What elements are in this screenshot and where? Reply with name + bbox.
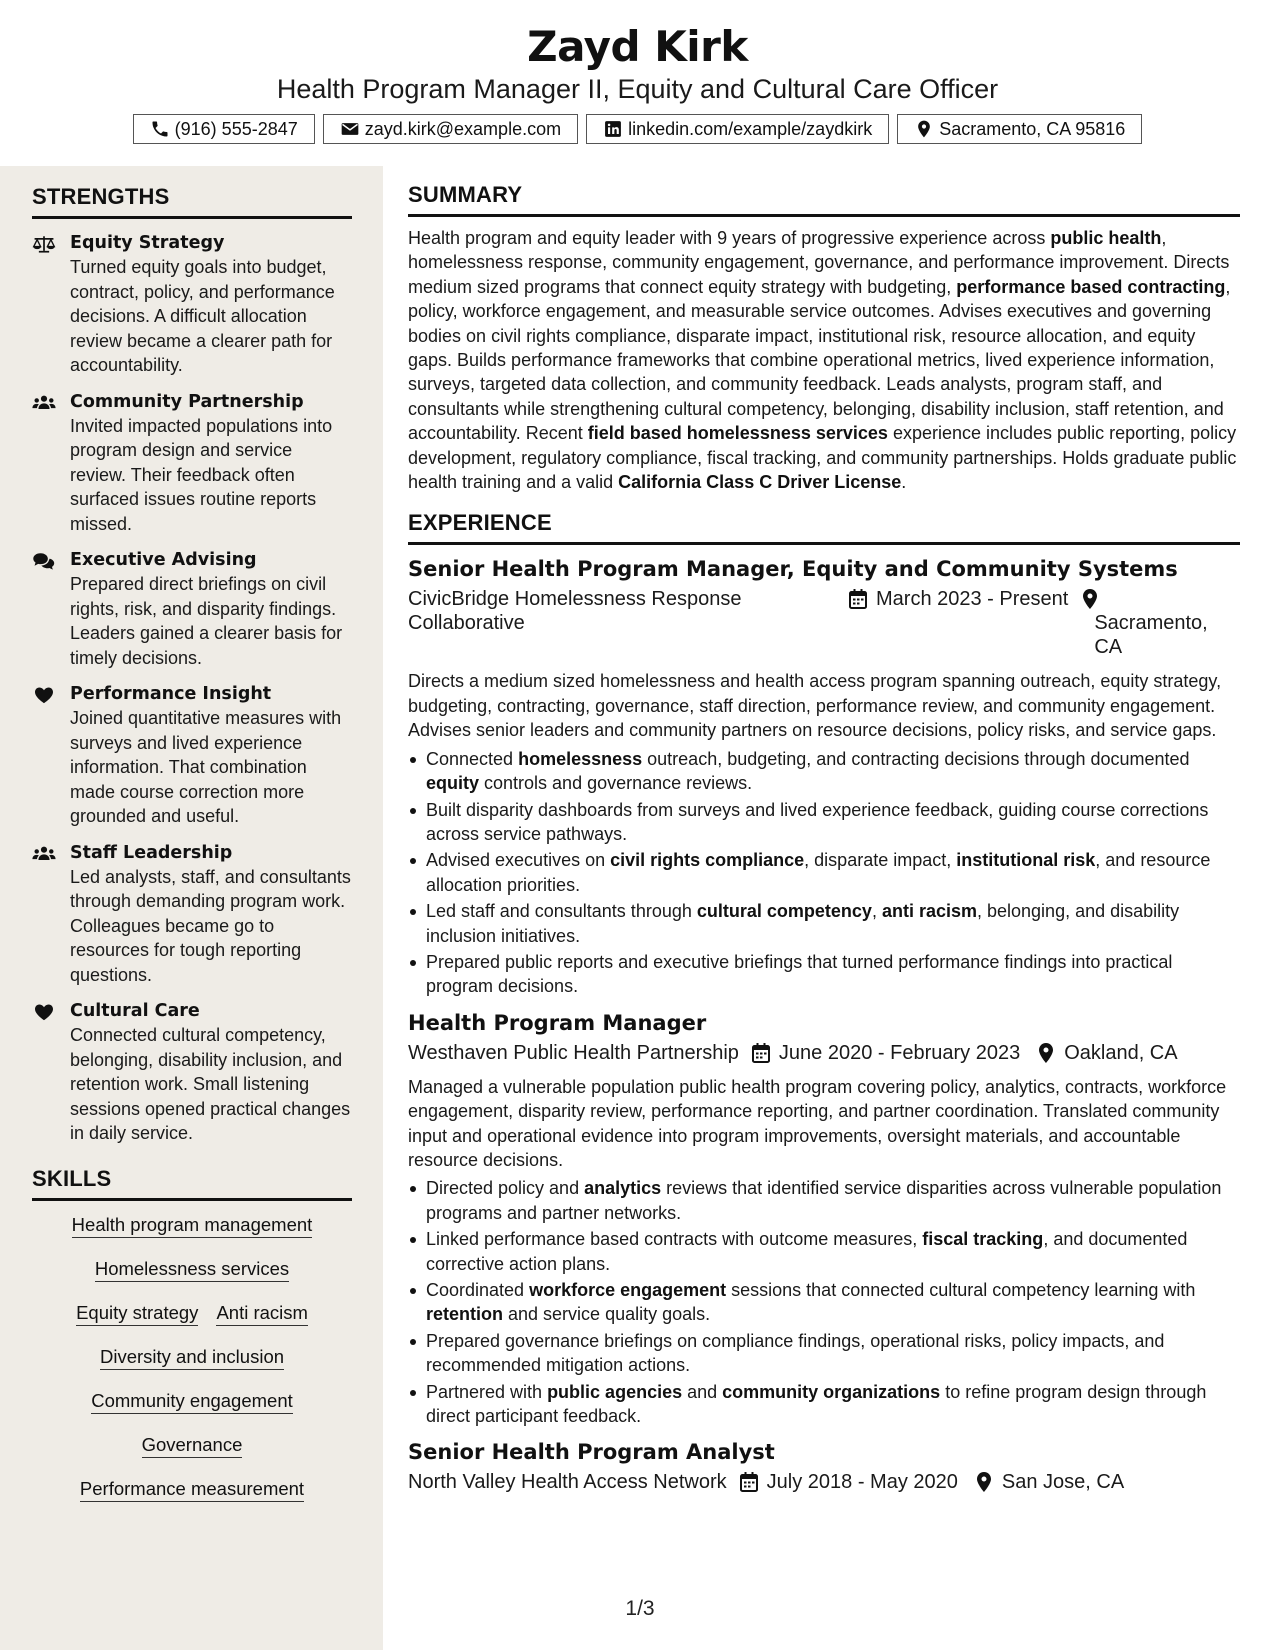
- job-company: Westhaven Public Health Partnership: [408, 1041, 739, 1064]
- strength-desc: Joined quantitative measures with surveys and lived experience information. That combination made course correction more grounded and useful.: [70, 708, 342, 826]
- skill-tag: Anti racism: [216, 1301, 308, 1326]
- strength-item: [32, 231, 352, 378]
- text-run: .: [901, 472, 907, 493]
- strength-title: Cultural Care: [70, 1001, 200, 1021]
- bullet-item: [408, 1278, 1240, 1327]
- text-run: , and documented corrective action plans.: [426, 1229, 1188, 1274]
- email-icon: [340, 119, 360, 139]
- job-entry: [408, 555, 1240, 998]
- text-run: Partnered with: [426, 1381, 548, 1402]
- text-run: sessions that connected cultural competency learning with: [726, 1280, 1196, 1300]
- job-description: Managed a vulnerable population public health program covering policy, analytics, contracts, workforce engagement, disparity review, performance reporting, and partner coordination. Translated community input and operational evidence into program improvements, oversight materials, and accountable resource decisions.: [408, 1076, 1227, 1170]
- text-run: controls and governance reviews.: [479, 773, 753, 794]
- strength-item: [32, 548, 352, 670]
- candidate-title: Health Program Manager II, Equity and Cultural Care Officer: [276, 74, 999, 104]
- contact-location-text: Sacramento, CA 95816: [939, 118, 1126, 139]
- contact-linkedin-text: linkedin.com/example/zaydkirk: [628, 118, 873, 139]
- job-dates-text: July 2018 - May 2020: [766, 1471, 958, 1494]
- sidebar-content: [32, 184, 352, 1502]
- job-dates-text: June 2020 - February 2023: [778, 1041, 1021, 1064]
- text-run: Advised executives on: [426, 850, 611, 871]
- text-run: Coordinated: [426, 1280, 530, 1300]
- job-entry: [408, 1009, 1240, 1429]
- strength-desc: Invited impacted populations into program design and service review. Their feedback often surfaced issues routine reports missed.: [70, 415, 333, 534]
- job-role: Health Program Manager: [408, 1010, 707, 1035]
- skills-list: [32, 1213, 352, 1502]
- scale-icon: [32, 234, 56, 254]
- contact-linkedin[interactable]: [586, 114, 889, 144]
- job-meta: [408, 587, 1240, 659]
- sidebar: [0, 166, 383, 1650]
- skill-tag: Homelessness services: [95, 1257, 289, 1282]
- contact-location[interactable]: [897, 114, 1142, 144]
- skill-tag: Health program management: [72, 1213, 313, 1238]
- bold-keyword: homelessness: [518, 748, 643, 769]
- bold-keyword: anti racism: [881, 901, 977, 922]
- bullet-item: [408, 1329, 1240, 1378]
- text-run: , homelessness response, community engagement, governance, and performance improvement. Directs medium sized programs that connect equity strategy with budgeting,: [408, 228, 1230, 297]
- strength-item: [32, 390, 352, 537]
- strength-title: Equity Strategy: [70, 233, 225, 253]
- phone-icon: [150, 119, 170, 139]
- strengths-heading: STRENGTHS: [32, 184, 352, 219]
- text-run: ,: [871, 901, 882, 922]
- strength-title: Executive Advising: [70, 550, 257, 570]
- bullet-item: [408, 798, 1240, 847]
- bold-keyword: public health: [1050, 228, 1162, 248]
- job-location: [1080, 587, 1208, 659]
- bullet-item: [408, 1227, 1240, 1276]
- chat-icon: [32, 551, 56, 571]
- strength-title: Staff Leadership: [70, 842, 233, 863]
- strength-title: Community Partnership: [70, 391, 304, 412]
- bold-keyword: equity: [426, 773, 480, 794]
- contact-email[interactable]: [323, 114, 578, 144]
- location-icon: [974, 1471, 994, 1493]
- job-location-text: Sacramento, CA: [1094, 612, 1208, 659]
- contact-bar: [0, 114, 1275, 144]
- bullet-item: [408, 848, 1240, 897]
- bullet-item: [408, 1176, 1240, 1225]
- bold-keyword: cultural competency: [696, 901, 872, 922]
- text-run: to refine program design through direct participant feedback.: [426, 1381, 1207, 1427]
- strength-desc: Connected cultural competency, belonging, disability inclusion, and retention work. Small listening sessions opened practical changes in daily service.: [70, 1025, 351, 1143]
- text-run: Led staff and consultants through: [426, 901, 697, 922]
- main-column: [408, 182, 1240, 1494]
- strength-desc: Led analysts, staff, and consultants through demanding program work. Colleagues became go to resources for tough reporting questions.: [70, 866, 351, 985]
- text-run: , disparate impact,: [804, 850, 957, 871]
- job-meta: [408, 1041, 1240, 1065]
- summary-text: [408, 226, 1240, 494]
- job-role: Senior Health Program Analyst: [408, 1440, 775, 1465]
- skill-tag: Community engagement: [91, 1389, 293, 1414]
- job-dates: [751, 1041, 1020, 1065]
- bold-keyword: California Class C Driver License: [618, 472, 902, 493]
- text-run: outreach, budgeting, and contracting decisions through documented: [642, 748, 1190, 769]
- job-dates: [739, 1470, 958, 1494]
- calendar-icon: [848, 588, 868, 610]
- text-run: , and resource allocation priorities.: [426, 850, 1211, 895]
- experience-heading: EXPERIENCE: [408, 510, 1240, 545]
- job-location: [974, 1470, 1124, 1494]
- bold-keyword: performance based contracting: [956, 276, 1226, 297]
- bullet-item: [408, 950, 1240, 999]
- job-location-text: Oakland, CA: [1064, 1041, 1178, 1064]
- text-run: Built disparity dashboards from surveys and lived experience feedback, guiding course corrections across service pathways.: [426, 799, 1209, 844]
- job-dates: [848, 587, 1068, 611]
- text-run: Directed policy and: [426, 1178, 585, 1199]
- bold-keyword: fiscal tracking: [922, 1229, 1044, 1250]
- contact-email-text: zayd.kirk@example.com: [364, 118, 562, 139]
- calendar-icon: [739, 1471, 759, 1493]
- text-run: , belonging, and disability inclusion initiatives.: [426, 901, 1180, 946]
- bullet-item: [408, 747, 1240, 796]
- job-bullets: [408, 1176, 1240, 1428]
- bullet-item: [408, 1380, 1240, 1429]
- text-run: Linked performance based contracts with outcome measures,: [426, 1229, 923, 1250]
- bold-keyword: retention: [426, 1304, 504, 1325]
- bold-keyword: field based homelessness services: [587, 423, 888, 444]
- strength-desc: Prepared direct briefings on civil rights, risk, and disparity findings. Leaders gained a clearer basis for timely decisions.: [70, 574, 343, 668]
- text-run: and: [682, 1381, 723, 1402]
- location-icon: [914, 119, 934, 139]
- text-run: Prepared public reports and executive briefings that turned performance findings into practical program decisions.: [426, 951, 1173, 997]
- bold-keyword: institutional risk: [956, 850, 1096, 871]
- bullet-item: [408, 899, 1240, 948]
- page-number: 1/3: [625, 1597, 655, 1620]
- bold-keyword: civil rights compliance: [610, 850, 805, 871]
- people-icon: [32, 393, 56, 413]
- bold-keyword: analytics: [584, 1178, 662, 1199]
- bold-keyword: workforce engagement: [529, 1280, 727, 1300]
- skill-tag: Governance: [142, 1433, 243, 1458]
- calendar-icon: [751, 1042, 771, 1064]
- job-location: [1036, 1041, 1177, 1065]
- job-location-text: San Jose, CA: [1001, 1471, 1125, 1494]
- text-run: and service quality goals.: [503, 1304, 711, 1325]
- contact-phone[interactable]: [133, 114, 315, 144]
- text-run: , policy, workforce engagement, and measurable service outcomes. Advises executives and governing bodies on civil rights compliance, disparate impact, institutional risk, resource allocation, and equity gaps. Builds performance frameworks that combine operational metrics, lived experience information, surveys, targeted data collection, and community feedback. Leads analysts, program staff, and consultants while strengthening cultural competency, belonging, disability inclusion, staff retention, and accountability. Recent: [408, 276, 1231, 444]
- contact-phone-text: (916) 555-2847: [174, 118, 298, 139]
- skills-heading: SKILLS: [32, 1166, 352, 1201]
- people-icon: [32, 844, 56, 864]
- location-icon: [1080, 588, 1100, 610]
- strength-item: [32, 999, 352, 1146]
- job-role: Senior Health Program Manager, Equity and Community Systems: [408, 557, 1178, 582]
- strength-desc: Turned equity goals into budget, contract, policy, and performance decisions. A difficult allocation review became a clearer path for accountability.: [70, 257, 335, 375]
- bold-keyword: public agencies: [547, 1381, 683, 1402]
- job-company: CivicBridge Homelessness Response Collaborative: [408, 588, 742, 635]
- job-dates-text: March 2023 - Present: [876, 588, 1069, 611]
- text-run: Health program and equity leader with 9 years of progressive experience across: [408, 228, 1051, 248]
- skill-tag: Equity strategy: [76, 1301, 198, 1326]
- text-run: reviews that identified service disparities across vulnerable population programs and partner networks.: [426, 1178, 1222, 1223]
- strength-title: Performance Insight: [70, 684, 272, 704]
- text-run: Connected: [426, 748, 519, 769]
- text-run: Prepared governance briefings on compliance findings, operational risks, policy impacts, and recommended mitigation actions.: [426, 1330, 1165, 1376]
- job-company: North Valley Health Access Network: [408, 1471, 727, 1494]
- skill-tag: Performance measurement: [80, 1477, 304, 1502]
- linkedin-icon: [603, 119, 623, 139]
- job-bullets: [408, 747, 1240, 999]
- strength-item: [32, 841, 352, 988]
- strength-item: [32, 682, 352, 829]
- resume-header: [0, 0, 1275, 166]
- candidate-name: Zayd Kirk: [527, 22, 748, 71]
- job-entry: [408, 1438, 1240, 1494]
- heart-icon: [32, 685, 56, 705]
- bold-keyword: community organizations: [722, 1381, 941, 1402]
- skill-tag: Diversity and inclusion: [100, 1345, 284, 1370]
- location-icon: [1036, 1042, 1056, 1064]
- summary-heading: SUMMARY: [408, 182, 1240, 217]
- job-meta: [408, 1470, 1240, 1494]
- job-description: Directs a medium sized homelessness and health access program spanning outreach, equity strategy, budgeting, contracting, governance, staff direction, performance review, and community engagement. Advises senior leaders and community partners on resource decisions, policy risks, and service gaps.: [408, 671, 1222, 741]
- text-run: experience includes public reporting, policy development, regulatory compliance, fiscal tracking, and community partnerships. Holds graduate public health training and a valid: [408, 423, 1237, 493]
- heart-icon: [32, 1002, 56, 1022]
